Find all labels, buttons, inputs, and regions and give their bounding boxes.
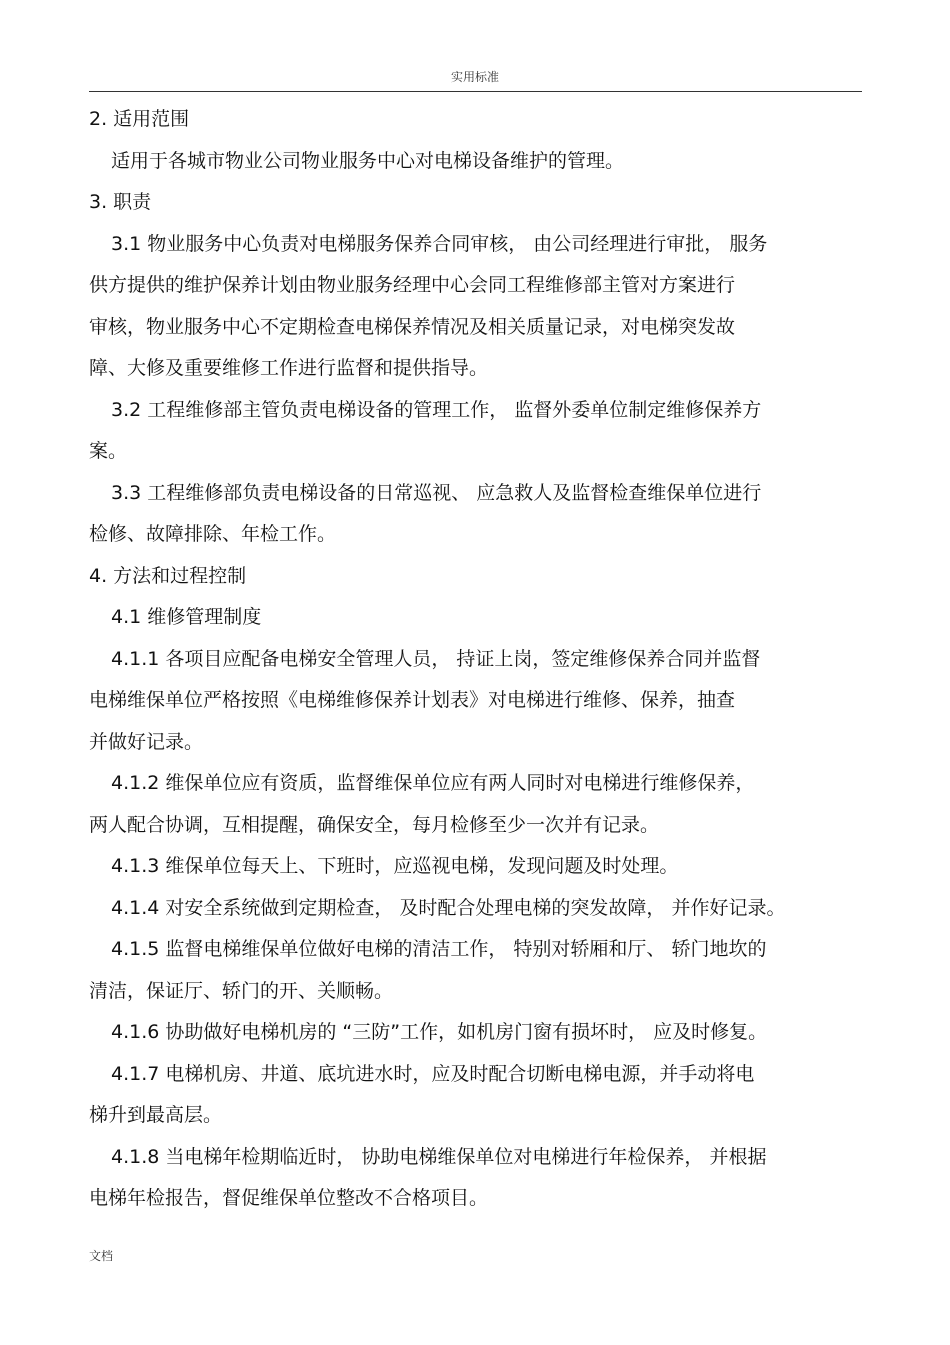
page-header-title: 实用标准 [450,70,499,84]
paragraph-line: 4.1.2 维保单位应有资质，监督维保单位应有两人同时对电梯进行维修保养， [111,772,755,794]
paragraph-line: 审核，物业服务中心不定期检查电梯保养情况及相关质量记录，对电梯突发故 [89,316,736,338]
paragraph-line: 3.2 工程维修部主管负责电梯设备的管理工作， 监督外委单位制定维修保养方 [111,399,762,421]
paragraph-line: 4.1.7 电梯机房、井道、底坑进水时，应及时配合切断电梯电源，并手动将电 [111,1063,755,1085]
paragraph-line: 4.1.1 各项目应配备电梯安全管理人员， 持证上岗，签定维修保养合同并监督 [111,648,761,670]
paragraph-line: 适用于各城市物业公司物业服务中心对电梯设备维护的管理。 [111,150,625,172]
paragraph-line: 障、大修及重要维修工作进行监督和提供指导。 [89,357,489,379]
page-footer-label: 文档 [89,1249,114,1263]
paragraph-line: 4.1.4 对安全系统做到定期检查， 及时配合处理电梯的突发故障， 并作好记录。 [111,897,786,919]
paragraph-line: 两人配合协调，互相提醒，确保安全，每月检修至少一次并有记录。 [89,814,660,836]
paragraph-line: 电梯年检报告，督促维保单位整改不合格项目。 [89,1187,489,1209]
paragraph-line: 检修、故障排除、年检工作。 [89,523,337,545]
paragraph-line: 4.1.6 协助做好电梯机房的 “三防”工作，如机房门窗有损坏时， 应及时修复。 [111,1021,768,1043]
paragraph-line: 4.1.5 监督电梯维保单位做好电梯的清洁工作， 特别对轿厢和厅、 轿门地坎的 [111,938,767,960]
paragraph-line: 3.3 工程维修部负责电梯设备的日常巡视、 应急救人及监督检查维保单位进行 [111,482,762,504]
subsection-heading: 4.1 维修管理制度 [111,606,262,628]
paragraph-line: 案。 [89,440,128,462]
paragraph-line: 清洁，保证厅、轿门的开、关顺畅。 [89,980,394,1002]
paragraph-line: 电梯维保单位严格按照《电梯维修保养计划表》对电梯进行维修、保养，抽查 [89,689,736,711]
paragraph-line: 梯升到最高层。 [89,1104,223,1126]
section-heading-methods: 4. 方法和过程控制 [89,565,247,587]
section-heading-duties: 3. 职责 [89,191,152,213]
section-heading-scope: 2. 适用范围 [89,108,190,130]
paragraph-line: 并做好记录。 [89,731,204,753]
paragraph-line: 4.1.3 维保单位每天上、下班时，应巡视电梯，发现问题及时处理。 [111,855,679,877]
paragraph-line: 4.1.8 当电梯年检期临近时， 协助电梯维保单位对电梯进行年检保养， 并根据 [111,1146,767,1168]
paragraph-line: 3.1 物业服务中心负责对电梯服务保养合同审核， 由公司经理进行审批， 服务 [111,233,768,255]
paragraph-line: 供方提供的维护保养计划由物业服务经理中心会同工程维修部主管对方案进行 [89,274,736,296]
